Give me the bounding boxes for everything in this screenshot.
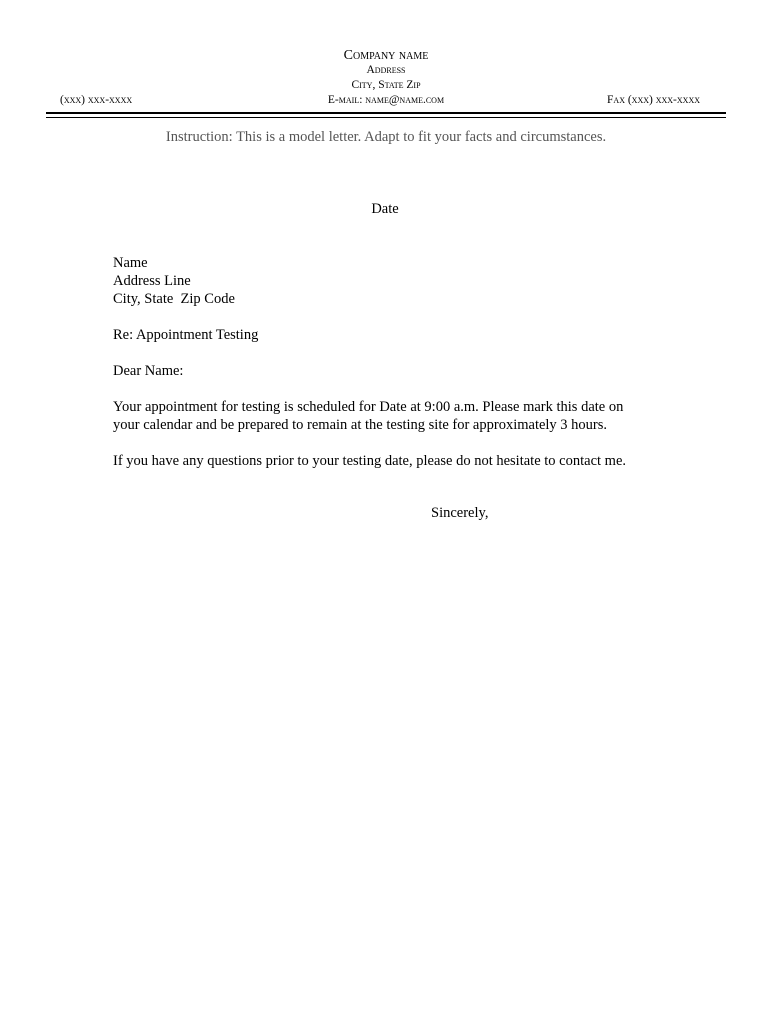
body-paragraph-2: If you have any questions prior to your testing date, please do not hesitate to contact me. — [113, 453, 627, 469]
letterhead — [46, 48, 726, 118]
company-fax: Fax (xxx) xxx-xxxx — [607, 94, 700, 106]
instruction-note: Instruction: This is a model letter. Adapt to fit your facts and circumstances. — [165, 129, 607, 145]
letterhead-rule-thin — [46, 117, 726, 118]
recipient-name: Name — [113, 255, 148, 271]
company-city-state-zip: City, State Zip — [351, 79, 421, 91]
salutation: Dear Name: — [113, 363, 184, 379]
letterhead-rule-thick — [46, 112, 726, 114]
recipient-city-state-zip: City, State Zip Code — [113, 291, 235, 307]
company-address: Address — [366, 64, 406, 76]
body-paragraph-1: Your appointment for testing is scheduled for Date at 9:00 a.m. Please mark this date on your calendar and be prepared to remain at the testing site for approximately 3 hours. — [113, 399, 624, 433]
re-line: Re: Appointment Testing — [113, 327, 259, 343]
company-phone: (xxx) xxx-xxxx — [60, 94, 133, 106]
letter-date: Date — [371, 201, 399, 217]
company-name: Company name — [343, 48, 429, 63]
closing: Sincerely, — [431, 505, 489, 521]
recipient-block — [113, 254, 673, 308]
recipient-address-line: Address Line — [113, 273, 191, 289]
company-email: E-mail: name@name.com — [327, 94, 445, 106]
